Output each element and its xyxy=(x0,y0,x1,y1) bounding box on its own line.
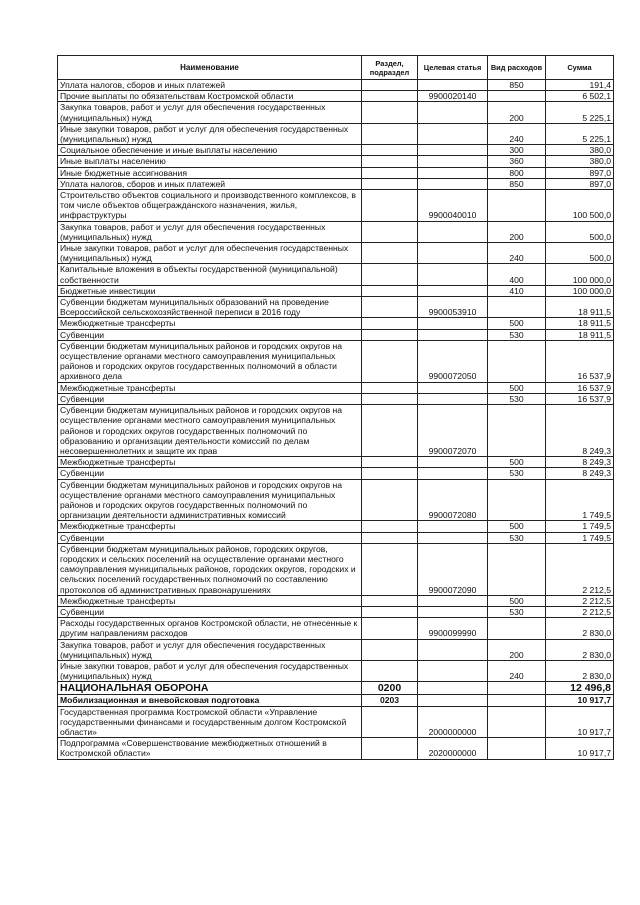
row-name: Субвенции бюджетам муниципальных районов, городских округов, городских и сельских поселений на осуществление органами местного самоуправления муниципальных районов, городских округов, городских и сельских поселений государственных полномочий по составлению протоколов об административных правонарушениях xyxy=(58,543,362,595)
row-sum: 897,0 xyxy=(546,167,614,178)
row-sum: 2 830,0 xyxy=(546,618,614,639)
row-name: Субвенции бюджетам муниципальных районов и городских округов на осуществление органами местного самоуправления муниципальных районов и городских округов государственных полномочий по образованию и организации деятельности комиссий по делам несовершеннолетних и защите их прав xyxy=(58,405,362,457)
row-section xyxy=(362,190,418,222)
table-row xyxy=(58,706,614,738)
table-row xyxy=(58,521,614,532)
row-name: Уплата налогов, сборов и иных платежей xyxy=(58,80,362,91)
row-kind: 300 xyxy=(488,145,546,156)
row-section xyxy=(362,264,418,285)
row-section xyxy=(362,243,418,264)
row-name: Субвенции xyxy=(58,329,362,340)
row-target xyxy=(418,393,488,404)
row-sum: 1 749,5 xyxy=(546,479,614,521)
table-row xyxy=(58,393,614,404)
row-section xyxy=(362,639,418,660)
row-kind: 500 xyxy=(488,457,546,468)
row-sum: 2 212,5 xyxy=(546,595,614,606)
row-section xyxy=(362,221,418,242)
row-kind xyxy=(488,340,546,382)
row-target xyxy=(418,102,488,123)
row-target xyxy=(418,243,488,264)
row-target xyxy=(418,123,488,144)
table-row xyxy=(58,156,614,167)
row-name: Субвенции бюджетам муниципальных районов и городских округов на осуществление органами местного самоуправления муниципальных районов и городских округов государственных полномочий в области архивного дела xyxy=(58,340,362,382)
row-target: 9900072070 xyxy=(418,405,488,457)
row-name: Субвенции xyxy=(58,468,362,479)
row-section xyxy=(362,660,418,681)
row-section xyxy=(362,123,418,144)
row-target xyxy=(418,468,488,479)
row-sum: 8 249,3 xyxy=(546,468,614,479)
row-target xyxy=(418,167,488,178)
row-kind: 240 xyxy=(488,123,546,144)
budget-table xyxy=(57,55,614,760)
row-sum: 16 537,9 xyxy=(546,340,614,382)
row-sum: 897,0 xyxy=(546,178,614,189)
table-row xyxy=(58,80,614,91)
table-row xyxy=(58,329,614,340)
row-kind: 240 xyxy=(488,660,546,681)
row-kind: 850 xyxy=(488,178,546,189)
row-target: 9900099990 xyxy=(418,618,488,639)
row-sum: 500,0 xyxy=(546,221,614,242)
row-target: 9900072080 xyxy=(418,479,488,521)
row-name: Межбюджетные трансферты xyxy=(58,595,362,606)
row-sum: 18 911,5 xyxy=(546,329,614,340)
table-row xyxy=(58,221,614,242)
row-sum: 2 830,0 xyxy=(546,639,614,660)
row-name: Мобилизационная и вневойсковая подготовка xyxy=(58,695,362,706)
row-kind: 500 xyxy=(488,318,546,329)
row-sum: 12 496,8 xyxy=(546,682,614,695)
row-section: 0200 xyxy=(362,682,418,695)
row-target: 9900072090 xyxy=(418,543,488,595)
row-section xyxy=(362,393,418,404)
row-section xyxy=(362,706,418,738)
row-section xyxy=(362,91,418,102)
row-name: Иные выплаты населению xyxy=(58,156,362,167)
row-name: Субвенции xyxy=(58,393,362,404)
row-name: Субвенции бюджетам муниципальных районов и городских округов на осуществление органами местного самоуправления муниципальных районов и городских округов государственных полномочий по организации деятельности административных комиссий xyxy=(58,479,362,521)
row-section xyxy=(362,167,418,178)
row-name: Субвенции xyxy=(58,532,362,543)
row-section xyxy=(362,382,418,393)
row-kind xyxy=(488,738,546,759)
row-sum: 100 000,0 xyxy=(546,285,614,296)
table-row xyxy=(58,190,614,222)
table-row xyxy=(58,243,614,264)
row-target xyxy=(418,145,488,156)
row-sum: 10 917,7 xyxy=(546,738,614,759)
table-row xyxy=(58,382,614,393)
row-name: Закупка товаров, работ и услуг для обеспечения государственных (муниципальных) нужд xyxy=(58,639,362,660)
row-target xyxy=(418,660,488,681)
row-section xyxy=(362,405,418,457)
row-section xyxy=(362,102,418,123)
row-target xyxy=(418,682,488,695)
row-target xyxy=(418,382,488,393)
row-sum: 1 749,5 xyxy=(546,521,614,532)
row-kind: 530 xyxy=(488,468,546,479)
table-row xyxy=(58,468,614,479)
table-row xyxy=(58,682,614,695)
row-name: Подпрограмма «Совершенствование межбюджетных отношений в Костромской области» xyxy=(58,738,362,759)
row-target: 9900020140 xyxy=(418,91,488,102)
row-name: Межбюджетные трансферты xyxy=(58,457,362,468)
row-target xyxy=(418,156,488,167)
table-row xyxy=(58,178,614,189)
row-section xyxy=(362,297,418,318)
row-target: 9900072050 xyxy=(418,340,488,382)
row-name: Иные закупки товаров, работ и услуг для обеспечения государственных (муниципальных) нужд xyxy=(58,243,362,264)
row-sum: 2 212,5 xyxy=(546,606,614,617)
row-section xyxy=(362,595,418,606)
header-sum: Сумма xyxy=(546,56,614,80)
table-row xyxy=(58,695,614,706)
row-name: Межбюджетные трансферты xyxy=(58,521,362,532)
row-kind: 500 xyxy=(488,382,546,393)
row-target xyxy=(418,318,488,329)
header-name: Наименование xyxy=(58,56,362,80)
table-row xyxy=(58,606,614,617)
row-kind xyxy=(488,618,546,639)
row-target xyxy=(418,595,488,606)
table-row xyxy=(58,145,614,156)
row-section xyxy=(362,178,418,189)
row-name: Закупка товаров, работ и услуг для обеспечения государственных (муниципальных) нужд xyxy=(58,221,362,242)
row-section xyxy=(362,479,418,521)
row-kind: 200 xyxy=(488,639,546,660)
row-name: Субвенции бюджетам муниципальных образований на проведение Всероссийской сельскохозяйственной переписи в 2016 году xyxy=(58,297,362,318)
row-kind: 850 xyxy=(488,80,546,91)
header-section: Раздел, подраздел xyxy=(362,56,418,80)
row-kind: 500 xyxy=(488,521,546,532)
row-sum: 5 225,1 xyxy=(546,123,614,144)
row-name: Межбюджетные трансферты xyxy=(58,382,362,393)
row-section xyxy=(362,738,418,759)
row-kind xyxy=(488,695,546,706)
row-name: Государственная программа Костромской области «Управление государственными финансами и государственным долгом Костромской области» xyxy=(58,706,362,738)
row-sum: 500,0 xyxy=(546,243,614,264)
row-name: Иные бюджетные ассигнования xyxy=(58,167,362,178)
table-row xyxy=(58,405,614,457)
table-row xyxy=(58,457,614,468)
table-row xyxy=(58,479,614,521)
table-row xyxy=(58,167,614,178)
row-target xyxy=(418,695,488,706)
row-target xyxy=(418,285,488,296)
row-name: Иные закупки товаров, работ и услуг для обеспечения государственных (муниципальных) нужд xyxy=(58,123,362,144)
row-kind: 530 xyxy=(488,329,546,340)
table-row xyxy=(58,123,614,144)
row-kind: 530 xyxy=(488,393,546,404)
row-sum: 8 249,3 xyxy=(546,457,614,468)
row-section: 0203 xyxy=(362,695,418,706)
row-kind xyxy=(488,682,546,695)
row-kind: 800 xyxy=(488,167,546,178)
row-kind xyxy=(488,297,546,318)
table-row xyxy=(58,297,614,318)
row-section xyxy=(362,156,418,167)
row-kind: 530 xyxy=(488,532,546,543)
row-target xyxy=(418,457,488,468)
row-kind: 500 xyxy=(488,595,546,606)
table-row xyxy=(58,639,614,660)
row-section xyxy=(362,80,418,91)
table-row xyxy=(58,660,614,681)
row-kind xyxy=(488,706,546,738)
row-kind xyxy=(488,543,546,595)
row-name: НАЦИОНАЛЬНАЯ ОБОРОНА xyxy=(58,682,362,695)
row-section xyxy=(362,340,418,382)
row-section xyxy=(362,618,418,639)
table-row xyxy=(58,532,614,543)
table-row xyxy=(58,264,614,285)
row-sum: 2 830,0 xyxy=(546,660,614,681)
row-kind: 400 xyxy=(488,264,546,285)
row-target: 9900053910 xyxy=(418,297,488,318)
row-kind: 200 xyxy=(488,221,546,242)
row-name: Уплата налогов, сборов и иных платежей xyxy=(58,178,362,189)
row-section xyxy=(362,145,418,156)
row-target xyxy=(418,80,488,91)
row-target xyxy=(418,178,488,189)
row-target xyxy=(418,264,488,285)
row-target xyxy=(418,532,488,543)
row-sum: 1 749,5 xyxy=(546,532,614,543)
row-sum: 10 917,7 xyxy=(546,695,614,706)
row-sum: 16 537,9 xyxy=(546,382,614,393)
table-row xyxy=(58,543,614,595)
header-kind: Вид расходов xyxy=(488,56,546,80)
row-sum: 5 225,1 xyxy=(546,102,614,123)
table-row xyxy=(58,102,614,123)
row-target: 9900040010 xyxy=(418,190,488,222)
table-row xyxy=(58,738,614,759)
row-kind: 410 xyxy=(488,285,546,296)
table-row xyxy=(58,91,614,102)
row-kind: 200 xyxy=(488,102,546,123)
row-sum: 191,4 xyxy=(546,80,614,91)
row-name: Прочие выплаты по обязательствам Костромской области xyxy=(58,91,362,102)
row-name: Иные закупки товаров, работ и услуг для обеспечения государственных (муниципальных) нужд xyxy=(58,660,362,681)
table-header-row xyxy=(58,56,614,80)
row-sum: 380,0 xyxy=(546,156,614,167)
row-section xyxy=(362,318,418,329)
row-name: Социальное обеспечение и иные выплаты населению xyxy=(58,145,362,156)
row-sum: 6 502,1 xyxy=(546,91,614,102)
row-name: Строительство объектов социального и производственного комплексов, в том числе объектов общегражданского назначения, жилья, инфраструктуры xyxy=(58,190,362,222)
row-target xyxy=(418,606,488,617)
row-section xyxy=(362,521,418,532)
row-target: 2020000000 xyxy=(418,738,488,759)
row-sum: 18 911,5 xyxy=(546,318,614,329)
row-section xyxy=(362,457,418,468)
row-name: Капитальные вложения в объекты государственной (муниципальной) собственности xyxy=(58,264,362,285)
row-kind xyxy=(488,479,546,521)
row-sum: 100 000,0 xyxy=(546,264,614,285)
row-kind: 360 xyxy=(488,156,546,167)
row-target xyxy=(418,221,488,242)
table-row xyxy=(58,595,614,606)
table-row xyxy=(58,285,614,296)
table-row xyxy=(58,618,614,639)
row-section xyxy=(362,285,418,296)
row-name: Межбюджетные трансферты xyxy=(58,318,362,329)
row-section xyxy=(362,468,418,479)
row-kind xyxy=(488,91,546,102)
row-kind: 240 xyxy=(488,243,546,264)
row-target xyxy=(418,521,488,532)
table-row xyxy=(58,318,614,329)
row-target: 2000000000 xyxy=(418,706,488,738)
row-sum: 10 917,7 xyxy=(546,706,614,738)
row-section xyxy=(362,606,418,617)
row-section xyxy=(362,543,418,595)
row-name: Бюджетные инвестиции xyxy=(58,285,362,296)
row-sum: 16 537,9 xyxy=(546,393,614,404)
row-kind: 530 xyxy=(488,606,546,617)
row-target xyxy=(418,329,488,340)
table-row xyxy=(58,340,614,382)
row-sum: 8 249,3 xyxy=(546,405,614,457)
row-section xyxy=(362,329,418,340)
row-sum: 18 911,5 xyxy=(546,297,614,318)
row-target xyxy=(418,639,488,660)
row-sum: 380,0 xyxy=(546,145,614,156)
row-name: Субвенции xyxy=(58,606,362,617)
row-sum: 2 212,5 xyxy=(546,543,614,595)
row-name: Закупка товаров, работ и услуг для обеспечения государственных (муниципальных) нужд xyxy=(58,102,362,123)
row-name: Расходы государственных органов Костромской области, не отнесенные к другим направлениям расходов xyxy=(58,618,362,639)
row-section xyxy=(362,532,418,543)
row-sum: 100 500,0 xyxy=(546,190,614,222)
header-target: Целевая статья xyxy=(418,56,488,80)
row-kind xyxy=(488,190,546,222)
row-kind xyxy=(488,405,546,457)
